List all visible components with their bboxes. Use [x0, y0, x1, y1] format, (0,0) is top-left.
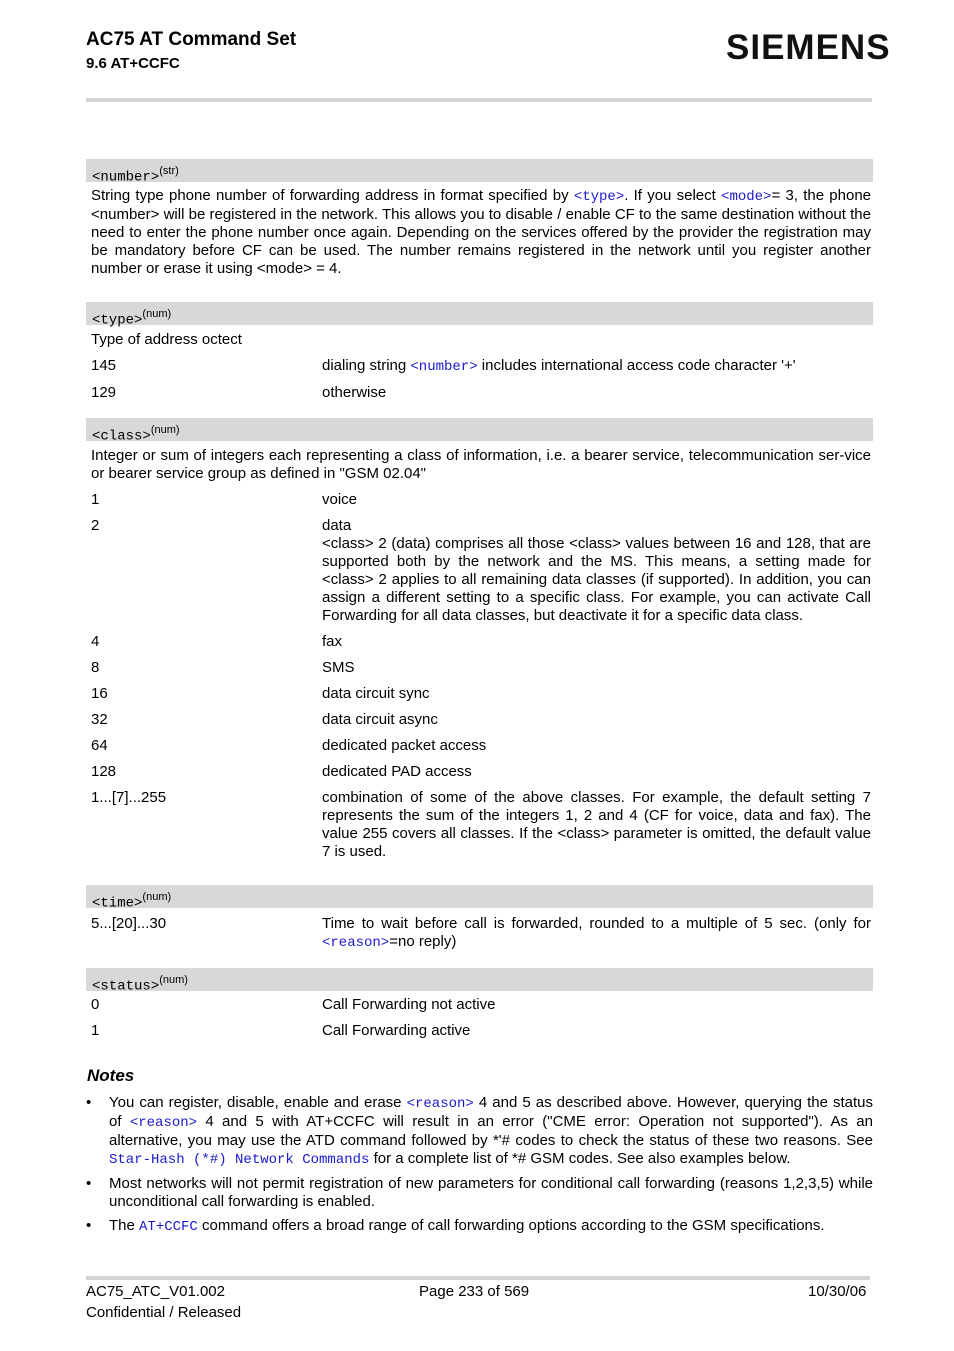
mode-link[interactable]: <mode> [721, 189, 772, 205]
value-row [86, 1014, 873, 1040]
value-key: 1...[7]...255 [91, 789, 167, 806]
text: . If you select [624, 187, 722, 204]
value-row [86, 349, 873, 376]
value-desc: fax [322, 633, 343, 650]
note-item [86, 1217, 873, 1236]
note-text [109, 1094, 873, 1169]
param-kind: (num) [159, 974, 188, 986]
reason-link[interactable]: <reason> [406, 1096, 474, 1112]
text: dialing string [322, 357, 411, 374]
number-description [86, 182, 873, 278]
footer-confidential: Confidential / Released [86, 1304, 242, 1321]
value-row [86, 625, 873, 651]
value-row [86, 509, 873, 625]
value-row [86, 991, 873, 1014]
value-key: 145 [91, 357, 117, 374]
value-key: 0 [91, 996, 100, 1013]
text: You can register, disable, enable and erase [109, 1094, 407, 1111]
param-header-time [86, 885, 873, 912]
value-desc: Call Forwarding not active [322, 996, 496, 1013]
value-key: 1 [91, 1022, 100, 1039]
reason-link[interactable]: <reason> [129, 1115, 198, 1131]
section-title: 9.6 AT+CCFC [86, 55, 180, 72]
text: includes international access code character '+' [477, 357, 796, 374]
text: The [109, 1217, 140, 1234]
note-text: Most networks will not permit registration of new parameters for conditional call forwarding (reasons 1,2,3,5) while unconditional call forwarding is enabled. [109, 1175, 873, 1210]
class-intro: Integer or sum of integers each representing a class of information, i.e. a bearer service, telecommunication ser-vice or bearer service group as defined in "GSM 02.04" [91, 447, 871, 482]
value-row [86, 677, 873, 703]
value-desc: voice [322, 491, 358, 508]
value-key: 4 [91, 633, 100, 650]
text: command offers a broad range of call forwarding options according to the GSM specifications. [197, 1217, 825, 1234]
text: Time to wait before call is forwarded, rounded to a multiple of 5 sec. (only for [322, 915, 871, 932]
param-kind: (num) [142, 891, 172, 903]
value-row [86, 781, 873, 861]
siemens-logo: SIEMENS [726, 28, 891, 67]
reason-link[interactable]: <reason> [322, 935, 390, 951]
param-name: <type> [92, 312, 143, 329]
value-desc [322, 357, 873, 376]
value-key: 64 [91, 737, 108, 754]
value-row [86, 908, 873, 952]
value-desc: dedicated PAD access [322, 763, 472, 780]
param-kind: (num) [150, 424, 180, 436]
value-key: 128 [91, 763, 117, 780]
main-content [86, 159, 873, 1236]
param-header-status [86, 968, 873, 995]
value-row [86, 483, 873, 509]
bullet-icon: • [86, 1217, 92, 1234]
value-key: 1 [91, 491, 100, 508]
value-key: 5...[20]...30 [91, 915, 167, 932]
value-desc: data circuit sync [322, 685, 430, 702]
header-divider [86, 98, 872, 102]
text: = 3, the phone <number> will be registered in the network. This allows you to disable / enable CF to the same destination without the need to enter the phone number once again. Depending on the services offered by the provider the registration may be mandatory before CF can be used. The number remains registered in the network until you register another number or erase it using <mode> = 4. [91, 187, 871, 277]
param-header-type [86, 302, 873, 329]
param-header-class [86, 418, 873, 445]
value-desc [322, 517, 873, 625]
value-key: 2 [91, 517, 100, 534]
value-row [86, 376, 873, 402]
text: 4 and 5 with AT+CCFC will result in an error ("CME error: Operation not supported"). As an alternative, you may use the ATD command followed by *'# codes to check the status of these two reasons. See [109, 1113, 873, 1149]
value-key: 8 [91, 659, 100, 676]
value-key: 16 [91, 685, 108, 702]
param-name: <time> [92, 895, 143, 912]
star-hash-link[interactable]: Star-Hash (*#) Network Commands [109, 1152, 370, 1168]
param-header-number [86, 159, 873, 186]
number-link[interactable]: <number> [410, 359, 478, 375]
text: for a complete list of *# GSM codes. See also examples below. [369, 1150, 791, 1167]
value-row [86, 703, 873, 729]
notes-heading: Notes [87, 1066, 135, 1085]
text: 4 and 5 as described above. However, querying the status of [109, 1094, 873, 1130]
text: <class> 2 (data) comprises all those <class> values between 16 and 128, that are supported both by the network and the MS. This means, a setting made for <class> 2 applies to all remaining data classes (if supported). In addition, you can assign a different setting to a specific class. For example, you can activate Call Forwarding for all data classes, but deactivate it for a specific data class. [322, 535, 871, 624]
value-desc: combination of some of the above classes. For example, the default setting 7 represents the sum of the integers 1, 2 and 4 (CF for voice, data and fax). The value 255 covers all classes. If the <class> parameter is omitted, the default value 7 is used. [322, 789, 871, 860]
note-item [86, 1175, 873, 1211]
value-row [86, 651, 873, 677]
value-key: 129 [91, 384, 117, 401]
at-ccfc-link[interactable]: AT+CCFC [139, 1219, 198, 1235]
value-desc: Call Forwarding active [322, 1022, 471, 1039]
text: String type phone number of forwarding address in format specified by [91, 187, 574, 204]
param-name: <status> [92, 978, 160, 995]
value-row [86, 755, 873, 781]
param-kind: (str) [159, 165, 179, 177]
value-desc [322, 915, 873, 952]
value-desc: otherwise [322, 384, 387, 401]
bullet-icon: • [86, 1175, 92, 1192]
param-kind: (num) [142, 308, 172, 320]
footer-divider [86, 1276, 870, 1280]
bullet-icon: • [86, 1094, 92, 1111]
value-desc: dedicated packet access [322, 737, 487, 754]
footer-doc-id: AC75_ATC_V01.002 [86, 1283, 225, 1300]
footer-page-number: Page 233 of 569 [419, 1283, 530, 1300]
type-link[interactable]: <type> [573, 189, 625, 205]
param-name: <class> [92, 428, 151, 445]
footer-date: 10/30/06 [808, 1283, 867, 1300]
type-intro: Type of address octect [91, 331, 242, 348]
value-key: 32 [91, 711, 108, 728]
param-name: <number> [92, 169, 160, 186]
note-text [109, 1217, 873, 1236]
document-title: AC75 AT Command Set [86, 29, 297, 50]
value-row [86, 729, 873, 755]
text: data [322, 517, 352, 534]
value-desc: data circuit async [322, 711, 438, 728]
note-item [86, 1094, 873, 1169]
text: =no reply) [389, 933, 457, 950]
value-desc: SMS [322, 659, 355, 676]
